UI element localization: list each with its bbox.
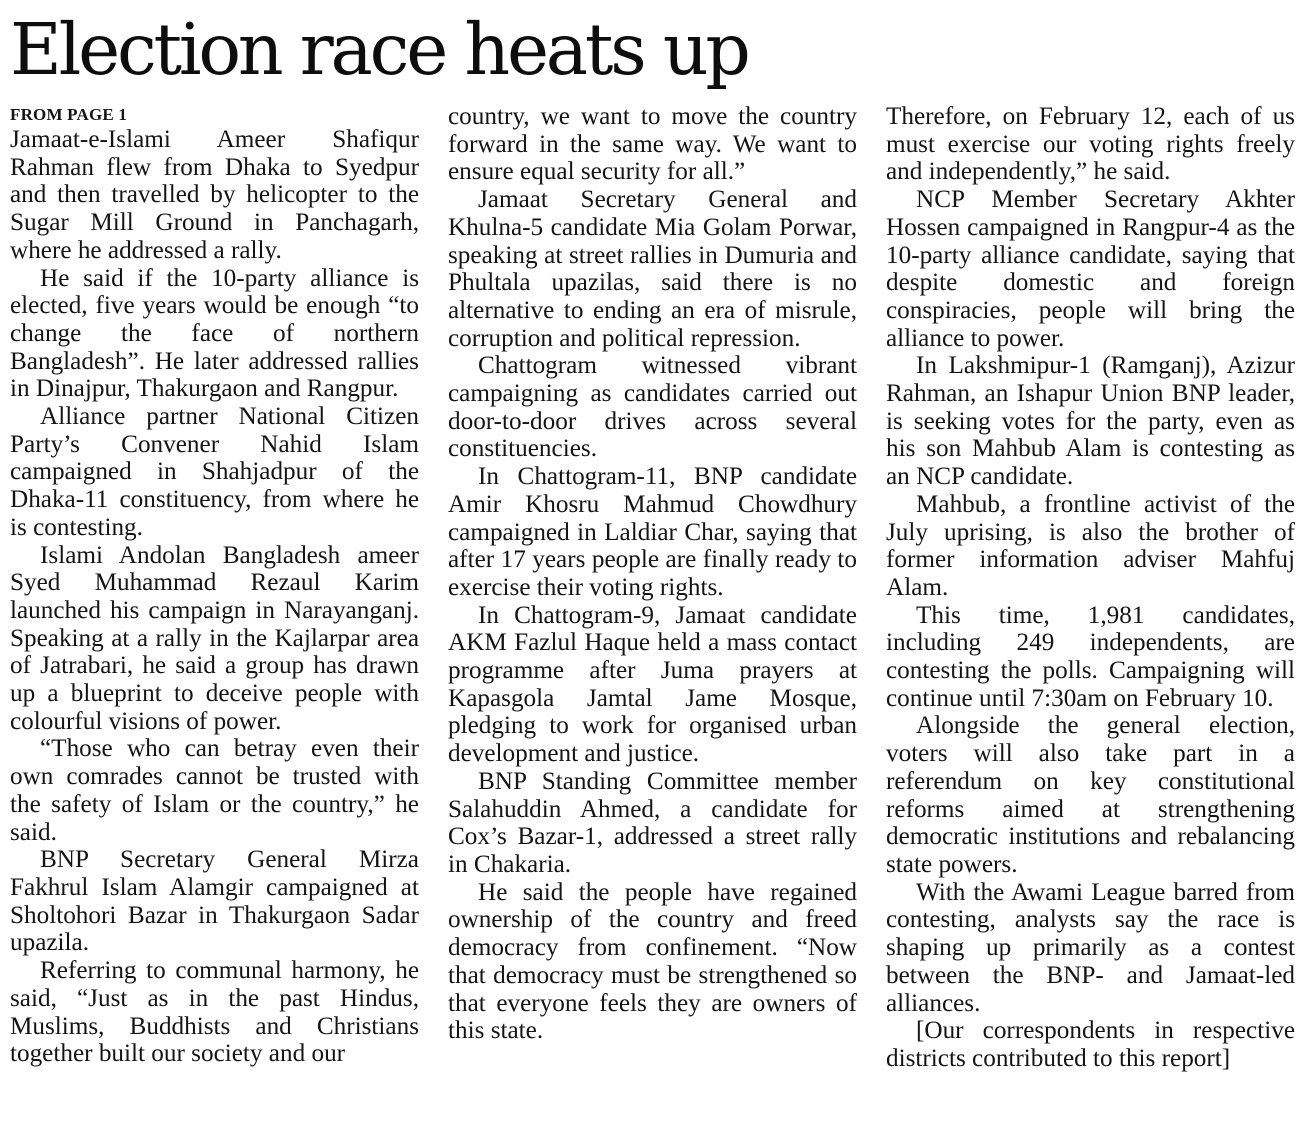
paragraph: “Those who can betray even their own comrades cannot be trusted with the safety of Islam or the country,” he said. [10, 735, 419, 846]
paragraph: With the Awami League barred from contesting, analysts say the race is shaping up primarily as a contest between the BNP- and Jamaat-led alliances. [886, 878, 1295, 1017]
article-column-1 [10, 103, 419, 1068]
paragraph: BNP Secretary General Mirza Fakhrul Islam Alamgir campaigned at Sholtohori Bazar in Thakurgaon Sadar upazila. [10, 846, 419, 957]
paragraph: Jamaat-e-Islami Ameer Shafiqur Rahman flew from Dhaka to Syedpur and then travelled by helicopter to the Sugar Mill Ground in Panchagarh, where he addressed a rally. [10, 126, 419, 264]
paragraph: In Chattogram-11, BNP candidate Amir Khosru Mahmud Chowdhury campaigned in Laldiar Char, saying that after 17 years people are finally ready to exercise their voting rights. [448, 463, 857, 601]
paragraph: Alongside the general election, voters will also take part in a referendum on key constitutional reforms aimed at strengthening democratic institutions and rebalancing state powers. [886, 712, 1295, 878]
paragraph: This time, 1,981 candidates, including 249 independents, are contesting the polls. Campaigning will continue until 7:30am on February 10. [886, 601, 1295, 712]
paragraph: Referring to communal harmony, he said, “Just as in the past Hindus, Muslims, Buddhists and Christians together built our society and our [10, 957, 419, 1068]
paragraph: Jamaat Secretary General and Khulna-5 candidate Mia Golam Porwar, speaking at street rallies in Dumuria and Phultala upazilas, said there is no alternative to ending an era of misrule, corruption and political repression. [448, 186, 857, 352]
paragraph: Therefore, on February 12, each of us must exercise our voting rights freely and independently,” he said. [886, 103, 1295, 186]
continuation-kicker: FROM PAGE 1 [10, 105, 128, 124]
paragraph: BNP Standing Committee member Salahuddin Ahmed, a candidate for Cox’s Bazar-1, addressed a street rally in Chakaria. [448, 767, 857, 878]
paragraph: He said the people have regained ownership of the country and freed democracy from confinement. “Now that democracy must be strengthened so that everyone feels they are owners of this state. [448, 878, 857, 1045]
paragraph: He said if the 10-party alliance is elected, five years would be enough “to change the face of northern Bangladesh”. He later addressed rallies in Dinajpur, Thakurgaon and Rangpur. [10, 264, 419, 403]
article-column-2 [448, 103, 857, 1045]
article-headline: Election race heats up [10, 8, 748, 91]
contributor-note: [Our correspondents in respective districts contributed to this report] [886, 1017, 1295, 1072]
paragraph: Mahbub, a frontline activist of the July uprising, is also the brother of former information adviser Mahfuj Alam. [886, 490, 1295, 601]
paragraph: In Lakshmipur-1 (Ramganj), Azizur Rahman, an Ishapur Union BNP leader, is seeking votes for the party, even as his son Mahbub Alam is contesting as an NCP candidate. [886, 352, 1295, 491]
paragraph: Alliance partner National Citizen Party’s Convener Nahid Islam campaigned in Shahjadpur of the Dhaka-11 constituency, from where he is contesting. [10, 403, 419, 541]
paragraph: country, we want to move the country forward in the same way. We want to ensure equal security for all.” [448, 103, 857, 186]
paragraph: NCP Member Secretary Akhter Hossen campaigned in Rangpur-4 as the 10-party alliance candidate, saying that despite domestic and foreign conspiracies, people will bring the alliance to power. [886, 186, 1295, 352]
article-column-3 [886, 103, 1295, 1073]
paragraph: Islami Andolan Bangladesh ameer Syed Muhammad Rezaul Karim launched his campaign in Narayanganj. Speaking at a rally in the Kajlarpar area of Jatrabari, he said a group has drawn up a blueprint to deceive people with colourful visions of power. [10, 541, 419, 735]
paragraph: In Chattogram-9, Jamaat candidate AKM Fazlul Haque held a mass contact programme after Juma prayers at Kapasgola Jamtal Jame Mosque, pledging to work for organised urban development and justice. [448, 601, 857, 768]
paragraph: Chattogram witnessed vibrant campaigning as candidates carried out door-to-door drives across several constituencies. [448, 352, 857, 463]
